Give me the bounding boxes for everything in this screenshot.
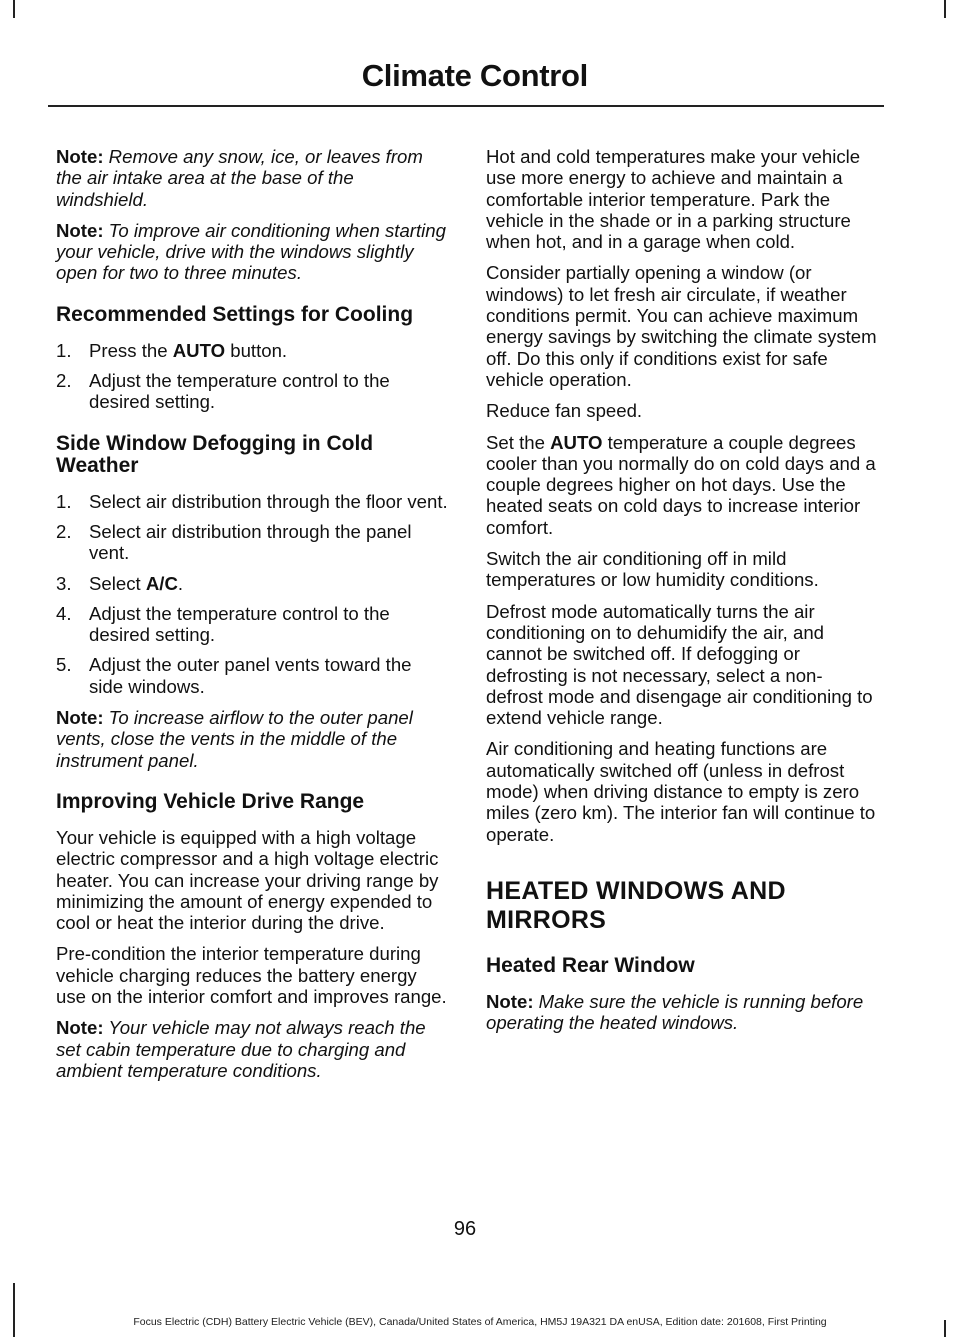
paragraph-open-window: Consider partially opening a window (or windows) to let fresh air circulate, if weather conditions permit. You can achieve maximum energy savings by switching the climate system off. Do this only if conditions exist for safe vehicle operation. (486, 262, 877, 390)
note-vehicle-running: Note: Make sure the vehicle is running before operating the heated windows. (486, 990, 864, 1034)
right-column (486, 146, 878, 1044)
note-cabin-temperature: Note: Your vehicle may not always reach the set cabin temperature due to charging and ambient temperature conditions. (56, 1017, 426, 1081)
heading-side-window-defogging: Side Window Defogging in Cold Weather (56, 431, 374, 477)
paragraph-precondition: Pre-condition the interior temperature during vehicle charging reduces the battery energy use on the interior comfort and improves range. (56, 943, 447, 1008)
heading-recommended-cooling: Recommended Settings for Cooling (56, 302, 414, 326)
paragraph-ac-off: Switch the air conditioning off in mild temperatures or low humidity conditions. (486, 548, 819, 591)
chapter-heading-heated-windows: HEATED WINDOWS AND MIRRORS (486, 876, 786, 934)
list-item: 2. Select air distribution through the panel vent. (56, 520, 412, 564)
page-number: 96 (453, 1218, 477, 1240)
paragraph-defrost-mode: Defrost mode automatically turns the air conditioning on to dehumidify the air, and cannot be switched off. If defogging or defrosting is not necessary, select a non-defrost mode and disengage air conditioning to extend vehicle range. (486, 600, 873, 729)
list-item: 5. Adjust the outer panel vents toward the side windows. (56, 654, 412, 697)
heading-improving-drive-range: Improving Vehicle Drive Range (56, 789, 365, 813)
list-item: 2. Adjust the temperature control to the desired setting. (56, 370, 390, 413)
note-outer-panel-vents: Note: To increase airflow to the outer panel vents, close the vents in the middle of the instrument panel. (56, 707, 413, 771)
list-item: 1. Select air distribution through the floor vent. (56, 490, 448, 512)
left-column (56, 146, 448, 1091)
crop-mark-top-right (944, 0, 946, 18)
list-item: 3. Select A/C. (56, 572, 184, 594)
paragraph-auto-switch-off: Air conditioning and heating functions are automatically switched off (unless in defrost mode) when driving distance to empty is zero miles (zero km). The interior fan will continue to operate. (486, 738, 876, 845)
crop-mark-bottom-left (13, 1283, 15, 1337)
note-air-conditioning: Note: To improve air conditioning when starting your vehicle, drive with the windows slightly open for two to three minutes. (56, 219, 446, 284)
paragraph-hot-cold-temperatures: Hot and cold temperatures make your vehicle use more energy to achieve and maintain a comfortable interior temperature. Park the vehicle in the shade or in a parking structure when hot, and in a garage when cold. (486, 146, 861, 253)
cooling-steps (56, 340, 448, 413)
list-item: 4. Adjust the temperature control to the desired setting. (56, 602, 390, 646)
paragraph-auto-temperature: Set the AUTO temperature a couple degrees cooler than you normally do on cold days and a couple degrees higher on hot days. Use the heated seats on cold days to increase interior comfort. (486, 431, 876, 538)
paragraph-drive-range-intro: Your vehicle is equipped with a high voltage electric compressor and a high voltage electric heater. You can increase your driving range by minimizing the amount of energy expended to cool or heat the interior during the drive. (56, 826, 439, 934)
defog-steps (56, 491, 448, 697)
paragraph-fan-speed: Reduce fan speed. (486, 400, 643, 422)
list-item: 1. Press the AUTO button. (56, 339, 288, 361)
note-air-intake: Note: Remove any snow, ice, or leaves from the air intake area at the base of the windshield. (56, 146, 423, 210)
heading-heated-rear-window: Heated Rear Window (486, 953, 695, 977)
crop-mark-top-left (13, 0, 15, 18)
header-divider (48, 105, 884, 107)
footer-edition-info: Focus Electric (CDH) Battery Electric Vehicle (BEV), Canada/United States of America, HM5J 19A321 DA enUSA, Edition date: 201608, First Printing (133, 1316, 827, 1328)
page-title: Climate Control (361, 58, 588, 93)
